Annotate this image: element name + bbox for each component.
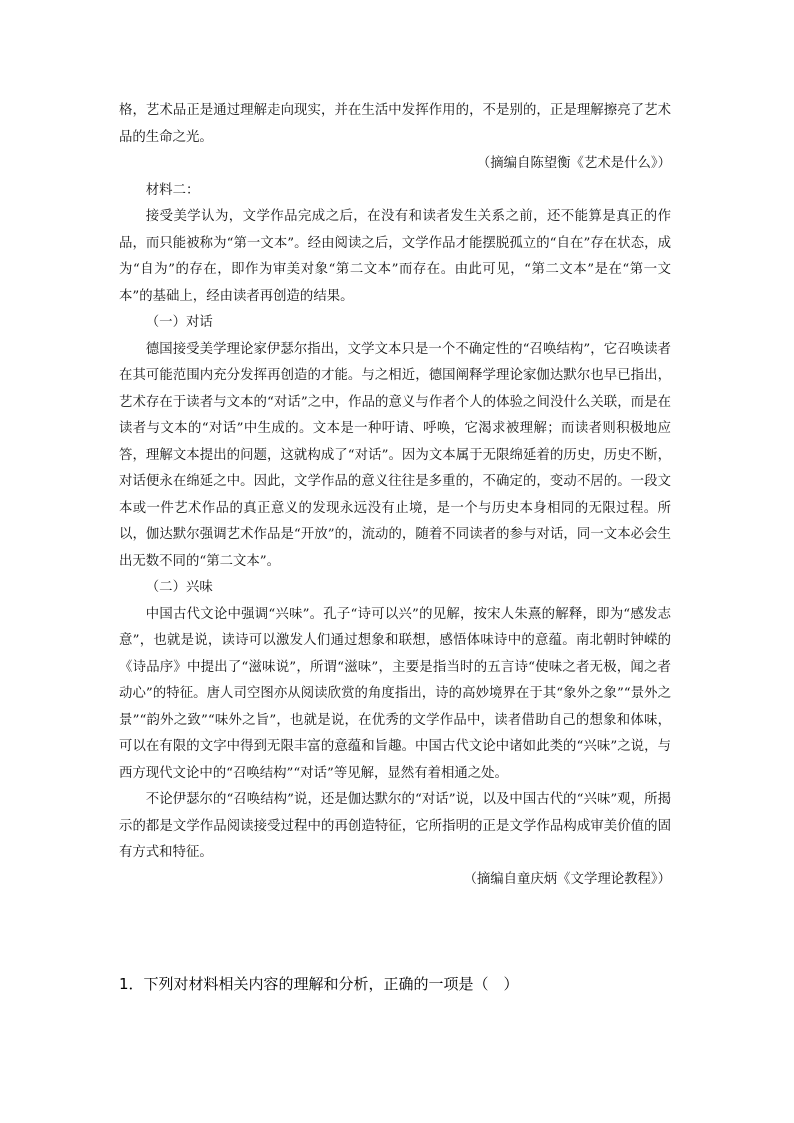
material-two-intro: 接受美学认为，文学作品完成之后，在没有和读者发生关系之前，还不能算是真正的作品，而只能被称为“第一文本”。经由阅读之后，文学作品才能摆脱孤立的“自在”存在状态，成为“自为”的存在，即作为审美对象“第二文本”而存在。由此可见，“第二文本”是在“第一文本”的基础上，经由读者再创造的结果。 [119,209,671,304]
question-1-stem: 1．下列对材料相关内容的理解和分析，正确的一项是（ ） [119,975,519,993]
material-two-source: （摘编自童庆炳《文学理论教程》） [463,871,671,887]
section-dialogue-heading: （一）对话 [145,315,213,330]
conclusion-paragraph: 不论伊瑟尔的“召唤结构”说，还是伽达默尔的“对话”说，以及中国古代的“兴味”观，所揭示的都是文学作品阅读接受过程中的再创造特征，它所指明的正是文学作品构成审美价值的固有方式和特征。 [119,792,671,860]
material-one-continuation: 格，艺术品正是通过理解走向现实，并在生活中发挥作用的，不是别的，正是理解擦亮了艺术品的生命之光。 [119,103,671,145]
section-interest-text: 中国古代文论中强调“兴味”。孔子“诗可以兴”的见解，按宋人朱熹的解释，即为“感发志意”，也就是说，读诗可以激发人们通过想象和联想，感悟体味诗中的意蕴。南北朝时钟嵘的《诗品序》中提出了“滋味说”，所谓“滋味”，主要是指当时的五言诗“使味之者无极，闻之者动心”的特征。唐人司空图亦从阅读欣赏的角度指出，诗的高妙境界在于其“象外之象”“景外之景”“韵外之致”“味外之旨”，也就是说，在优秀的文学作品中，读者借助自己的想象和体味，可以在有限的文字中得到无限丰富的意蕴和旨趣。中国古代文论中诸如此类的“兴味”之说，与西方现代文论中的“召唤结构”“对话”等见解，显然有着相通之处。 [119,606,671,781]
section-interest-heading: （二）兴味 [145,580,213,595]
material-one-source: （摘编自陈望衡《艺术是什么》） [476,156,671,171]
material-two-label: 材料二： [145,182,200,198]
passage-body [119,98,671,893]
section-dialogue-text: 德国接受美学理论家伊瑟尔指出，文学文本只是一个不确定性的“召唤结构”，它召唤读者在其可能范围内充分发挥再创造的才能。与之相近，德国阐释学理论家伽达默尔也早已指出，艺术存在于读者与文本的“对话”之中，作品的意义与作者个人的体验之间没什么关联，而是在读者与文本的“对话”中生成的。文本是一种吁请、呼唤，它渴求被理解；而读者则积极地应答，理解文本提出的问题，这就构成了“对话”。因为文本属于无限绵延着的历史，历史不断，对话便永在绵延之中。因此，文学作品的意义往往是多重的，不确定的，变动不居的。一段文本或一件艺术作品的真正意义的发现永远没有止境，是一个与历史本身相同的无限过程。所以，伽达默尔强调艺术作品是“开放”的，流动的，随着不同读者的参与对话，同一文本必会生出无数不同的“第二文本”。 [119,341,671,569]
